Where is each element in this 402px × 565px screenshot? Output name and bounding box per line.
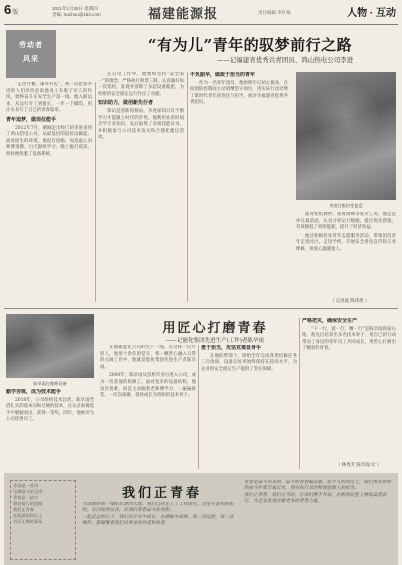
subhead: 青年追梦，做岗位能手 xyxy=(6,116,57,123)
paragraph: “干一行，爱一行，精一行”是陈旱雨的座右铭。他先后培养出多名技术骨干，用自己的行动带动了身边的青年员工共同成长，用匠心打磨出了精彩的青春。 xyxy=(302,326,396,352)
paragraph: 面对机组调停、深度调峰等复杂工况，他总是冲在最前面，认真分析运行数据，提出优化措施，有效降低了机组能耗，提升了经济效益。 xyxy=(296,212,396,231)
paragraph: 在日常工作中，他始终坚持“安全第一”的理念，严格执行两票三制，认真做好每一次巡检，发现并消除了多起设备隐患，为机组的安全稳定运行作出了贡献。 xyxy=(98,72,184,97)
column-badge-line2: 风采 xyxy=(23,54,39,63)
story1-photo-caption: 李进在集控室监盘 xyxy=(329,203,363,208)
story2-column-0 xyxy=(6,389,94,469)
section-title: 人物 · 互动 xyxy=(347,8,396,19)
story2-subtitle: ——记能化集团先进生产(工作)者陈旱雨 xyxy=(166,338,264,344)
story1-column-2 xyxy=(98,72,184,302)
column-divider xyxy=(198,345,199,469)
story1-column-3 xyxy=(190,72,288,302)
story3-column-2 xyxy=(244,480,394,562)
story2-column-2 xyxy=(201,345,297,469)
subhead: 知识助力，做创新先行者 xyxy=(98,100,154,107)
subhead: 勇于担当，攻坚克难显身手 xyxy=(201,345,262,351)
page-header xyxy=(0,0,402,26)
story2-column-1 xyxy=(100,345,196,469)
story1-column-4 xyxy=(296,212,396,298)
date-line: 2021年1月28日 星期四 责编: Suzhou@163.com xyxy=(52,6,101,17)
story1-title: “有为儿”青年的驭梦前行之路 xyxy=(147,36,353,54)
paragraph: 在福建能化公司的生产一线，有这样一位年轻人，他用十余年的坚守，将一颗匠心融入日常的点滴工作中，他就是能化集团先进生产者陈旱雨。 xyxy=(100,345,196,370)
page-number: 6版 xyxy=(4,2,19,17)
poem-line: 我们正青春 xyxy=(13,507,34,512)
story3-title: 我们正青春 xyxy=(121,486,202,501)
header-rule xyxy=(4,24,398,25)
story1-subtitle: ——记福建省优秀共青团员、鸿山热电公司李进 xyxy=(216,56,354,64)
paragraph: 一起走过的日子，我们在汗水中成长，在磨砺中成熟。每一次巡检，每一次操作，都凝聚着我们对事业的热爱和执着。 xyxy=(82,514,234,527)
paragraph: 在他的带领下，班组全年完成各类检修任务三百余项，设备完好率始终保持在较高水平，为企业的安全稳定生产提供了坚实保障。 xyxy=(201,353,297,372)
paragraph: 他还积极投身青年志愿服务活动，带领团员青年走进社区、走进学校，开展安全用电宣传和义务维修，用爱心温暖他人。 xyxy=(296,233,396,252)
paragraph: 2012年7月，刚刚走出校门的李进来到了鸿山热电公司，从最基层的巡检员做起。面对陌生的环境，他没有退缩，而是虚心向师傅请教，白天跟班学习，晚上挑灯夜读，很快便熟悉了设备系统。 xyxy=(6,125,92,157)
poem-line: 青春是一首诗 xyxy=(13,483,39,488)
poem-line: 写满奋斗的足迹 xyxy=(13,489,43,494)
subhead: 不负韶华，做敢于担当的青年 xyxy=(190,72,256,78)
poem-line: 青春是一团火 xyxy=(13,495,39,500)
column-divider xyxy=(95,82,96,302)
story1-column-1 xyxy=(6,82,92,302)
column-divider xyxy=(299,318,300,469)
subhead: 勤学苦练，成为技术能手 xyxy=(6,389,62,395)
paragraph: 青春是奋斗出来的，奋斗的青春最美丽。在平凡的岗位上，我们用青春和热血守护着万家灯火，用实际行动诠释着能源人的担当。 xyxy=(244,480,392,492)
column-badge xyxy=(6,30,56,78)
subhead: 严格把关，确保安全生产 xyxy=(302,318,358,324)
poem-line: 书写无悔的篇章 xyxy=(13,519,43,524)
poem-line: 在能源的岗位上 xyxy=(13,513,43,518)
paragraph: 知识是创新的源泉。李进深知只有不断学习才能跟上时代的步伐，他利用业余时间自学专业知识，先后取得了多项技能证书，并积极参与公司技术攻关和合理化建议活动。 xyxy=(98,108,184,141)
masthead: 福建能源报 xyxy=(148,7,219,22)
paragraph: 当清晨的第一缕阳光洒向大地，我们已经走上了工作岗位。这里有轰鸣的机组，有闪烁的仪表，有我们青春奋斗的身影。 xyxy=(82,502,234,514)
column-divider xyxy=(187,72,188,302)
story-divider xyxy=(4,308,398,309)
editor-credit: 责任编辑 李红梅 xyxy=(258,10,291,15)
story2-signature: （ 林秀芳 陈旱雨/文 ） xyxy=(336,463,382,468)
story3-poem xyxy=(10,480,76,560)
story1-photo xyxy=(296,72,396,200)
story2-column-3 xyxy=(302,318,396,460)
story2-photo-caption: 陈旱雨在维修设备 xyxy=(33,381,67,386)
paragraph: 作为一名青年团员，他始终牢记初心使命，在疫情防控期间主动请缨坚守岗位，用实际行动诠释了新时代青年的责任与担当，被评为福建省优秀共青团员。 xyxy=(190,80,288,106)
story2-photo xyxy=(6,314,94,378)
story1-signature: （ 吴进波 陈伟煌 ） xyxy=(330,299,370,304)
paragraph: “走进月餐，谦卑有礼”，初一次把张李进的人们评价是说他身上有股子军人的作风，始终奋斗在安全生产第一线。他入职以来，从运行专工到值长，一步一个脚印，用汗水书写了自己的青春篇章。 xyxy=(6,82,92,114)
story3-column-1 xyxy=(82,502,238,562)
story2-title: 用匠心打磨青春 xyxy=(162,321,268,336)
paragraph: 2009年，陈旱雨从技校毕业后进入公司，成为一名普通的检修工。面对复杂的设备结构，他没有畏难，而是主动跟着老师傅学习，一遍遍拆装，一次次琢磨，很快成长为班组的技术骨干。 xyxy=(100,373,196,399)
paragraph: 我们正青春，我们正当时。让我们携手并肩，在新的征程上继续奋勇前行，为企业发展贡献更多的青春力量。 xyxy=(244,492,387,505)
poem-line: 照亮前行的道路 xyxy=(13,501,43,506)
column-badge-line1: 劳动者 xyxy=(19,40,43,49)
paragraph: 2018年，公司组织技术比武，陈旱雨凭借扎实的基本功和过硬的技术，在众多参赛选手中脱颖而出，获得一等奖。同年，他被评为公司优秀员工。 xyxy=(6,397,94,423)
